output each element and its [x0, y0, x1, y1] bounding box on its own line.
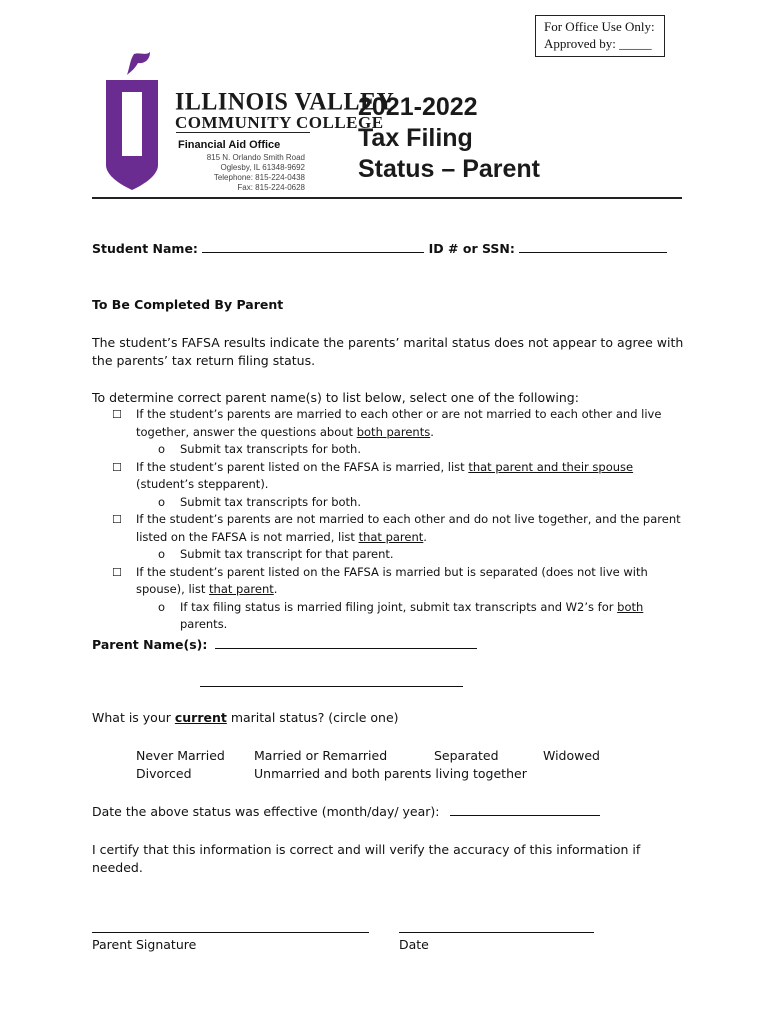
- status-unmarried-together[interactable]: Unmarried and both parents living together: [254, 766, 527, 781]
- signature-date-label: Date: [399, 937, 429, 952]
- college-name-line2: COMMUNITY COLLEGE: [175, 113, 384, 132]
- address-line: Telephone: 815-224-0438: [213, 173, 305, 182]
- parent-signature-field[interactable]: [92, 932, 369, 933]
- checkbox[interactable]: ☐: [112, 460, 122, 474]
- option-item: ☐ If the student’s parent listed on the FAFSA is married, list that parent and their spouse (student’s stepparent).: [112, 459, 634, 491]
- approved-by-label: Approved by: _____: [544, 36, 652, 51]
- status-separated[interactable]: Separated: [434, 748, 499, 763]
- logo-divider: [176, 132, 310, 133]
- parent-name-field-1[interactable]: [215, 636, 477, 649]
- certification-statement: [92, 841, 692, 877]
- form-title: [358, 92, 540, 185]
- title-line2: Tax Filing: [358, 124, 473, 152]
- date-effective-row: [92, 803, 692, 821]
- header-rule: [92, 197, 682, 199]
- status-divorced[interactable]: Divorced: [136, 766, 192, 781]
- intro-line: The student’s FAFSA results indicate the parents’ marital status does not appear to agree with: [92, 335, 684, 350]
- student-fields: [92, 240, 692, 258]
- option-item: ☐ If the student’s parents are married to each other or are not married to each other and live together, answer the questions about both parents.: [112, 407, 662, 439]
- address-line: Oglesby, IL 61348-9692: [220, 163, 305, 172]
- options-list: [112, 406, 682, 634]
- id-ssn-label: ID # or SSN:: [428, 241, 515, 256]
- student-name-label: Student Name:: [92, 241, 198, 256]
- financial-aid-office: Financial Aid Office: [178, 139, 281, 151]
- office-address: [180, 153, 305, 193]
- option-subitem: o If tax filing status is married filing joint, submit tax transcripts and W2’s for both parents.: [158, 599, 644, 631]
- option-item: ☐ If the student’s parent listed on the FAFSA is married but is separated (does not live with spouse), list that parent.: [112, 564, 648, 596]
- parent-names-row: [92, 636, 692, 654]
- certify-line: needed.: [92, 860, 143, 875]
- option-subitem: o Submit tax transcripts for both.: [158, 494, 361, 509]
- status-widowed[interactable]: Widowed: [543, 748, 600, 763]
- ivcc-logo-mark: [100, 50, 164, 192]
- status-never-married[interactable]: Never Married: [136, 748, 225, 763]
- address-line: Fax: 815-224-0628: [237, 183, 305, 192]
- student-name-field[interactable]: [202, 240, 424, 253]
- checkbox[interactable]: ☐: [112, 565, 122, 579]
- option-item: ☐ If the student’s parents are not married to each other and do not live together, and the parent listed on the FAFSA is not married, list that parent.: [112, 512, 681, 544]
- id-ssn-field[interactable]: [519, 240, 667, 253]
- certify-line: I certify that this information is correct and will verify the accuracy of this information if: [92, 842, 641, 857]
- section-heading: To Be Completed By Parent: [92, 297, 284, 312]
- signature-date-field[interactable]: [399, 932, 594, 933]
- title-year: 2021-2022: [358, 93, 478, 121]
- status-married[interactable]: Married or Remarried: [254, 748, 388, 763]
- determine-instruction: To determine correct parent name(s) to list below, select one of the following:: [92, 390, 579, 405]
- option-subitem: o Submit tax transcript for that parent.: [158, 547, 394, 561]
- address-line: 815 N. Orlando Smith Road: [206, 153, 305, 162]
- office-use-box: [535, 15, 665, 57]
- college-name-line1: ILLINOIS VALLEY: [175, 88, 395, 116]
- marital-question: What is your current marital status? (circle one): [92, 710, 399, 725]
- parent-names-label: Parent Name(s):: [92, 637, 208, 652]
- office-use-label: For Office Use Only:: [544, 19, 655, 34]
- parent-signature-label: Parent Signature: [92, 937, 197, 952]
- date-effective-label: Date the above status was effective (month/day/ year):: [92, 804, 440, 819]
- title-line3: Status – Parent: [358, 155, 541, 183]
- checkbox[interactable]: ☐: [112, 513, 122, 526]
- checkbox[interactable]: ☐: [112, 408, 122, 421]
- parent-name-field-2[interactable]: [200, 686, 463, 687]
- intro-paragraph: [92, 334, 692, 370]
- date-effective-field[interactable]: [450, 803, 600, 816]
- intro-line: the parents’ tax return filing status.: [92, 353, 316, 368]
- option-subitem: o Submit tax transcripts for both.: [158, 442, 361, 456]
